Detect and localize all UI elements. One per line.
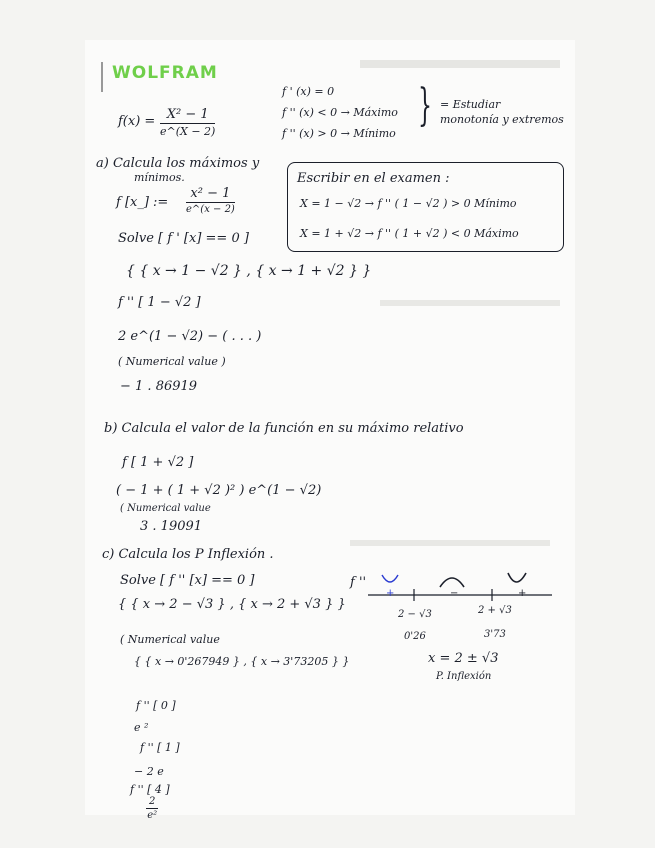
eval-at-0: f '' [ 0 ]: [136, 699, 176, 712]
exam-box-minimum: X = 1 − √2 → f '' ( 1 − √2 ) > 0 Mínimo: [300, 197, 517, 210]
concave-up-arc-left: [382, 575, 398, 582]
part-b-numerical-label: ( Numerical value: [120, 503, 211, 514]
value-at-0: e ²: [134, 721, 149, 734]
brace-note-1: = Estudiar: [440, 98, 501, 111]
function-numerator: X² − 1: [160, 107, 215, 124]
inflection-x: x = 2 ± √3: [428, 651, 499, 666]
definition-lhs: f [x_] :=: [116, 195, 169, 210]
tick-2-value: 3'73: [484, 629, 506, 640]
sign-left: +: [386, 588, 395, 599]
title-rule: [101, 62, 103, 92]
value-at-4-den: e²: [147, 810, 158, 821]
symbolic-result: 2 e^(1 − √2) − ( . . . ): [118, 329, 262, 344]
part-b-numeric: 3 . 19091: [140, 519, 203, 534]
eval-at-4: f '' [ 4 ]: [130, 783, 170, 796]
tick-2-label: 2 + √3: [478, 605, 512, 616]
curly-brace: }: [418, 80, 432, 131]
numerical-result: − 1 . 86919: [120, 379, 198, 394]
bleed-through-line: [360, 60, 560, 68]
value-at-4: [146, 796, 158, 821]
condition-3: f '' (x) > 0 → Mínimo: [282, 127, 396, 140]
definition-fraction: [186, 186, 235, 215]
exam-box-title: Escribir en el examen :: [297, 171, 450, 186]
part-c-numeric: { { x → 0'267949 } , { x → 3'73205 } }: [134, 655, 350, 668]
value-at-4-num: 2: [146, 796, 158, 809]
function-denominator: e^(X − 2): [160, 125, 216, 138]
solve-first-derivative: Solve [ f ' [x] == 0 ]: [118, 231, 249, 246]
part-a-heading: a) Calcula los máximos y: [96, 156, 260, 171]
part-c-roots: { { x → 2 − √3 } , { x → 2 + √3 } }: [118, 597, 346, 612]
critical-points: { { x → 1 − √2 } , { x → 1 + √2 } }: [126, 263, 372, 279]
condition-2: f '' (x) < 0 → Máximo: [282, 106, 398, 119]
page-title: WOLFRAM: [112, 63, 218, 83]
eval-at-1: f '' [ 1 ]: [140, 741, 180, 754]
value-at-1: − 2 e: [134, 765, 164, 778]
part-c-numerical-label: ( Numerical value: [120, 633, 220, 646]
part-b-eval: f [ 1 + √2 ]: [122, 455, 194, 470]
function-lhs: f(x) =: [118, 114, 156, 129]
tick-1-label: 2 − √3: [398, 609, 432, 620]
part-b-result: ( − 1 + ( 1 + √2 )² ) e^(1 − √2): [116, 483, 322, 498]
part-c-heading: c) Calcula los P Inflexión .: [102, 547, 274, 562]
numerical-value-label: ( Numerical value ): [118, 355, 226, 368]
sign-right: +: [518, 588, 527, 599]
tick-1-value: 0'26: [404, 631, 426, 642]
second-derivative-eval: f '' [ 1 − √2 ]: [118, 295, 201, 310]
definition-denominator: e^(x − 2): [186, 204, 235, 215]
function-fraction: [160, 107, 215, 138]
part-c-solve: Solve [ f '' [x] == 0 ]: [120, 573, 255, 588]
part-a-heading-cont: mínimos.: [134, 171, 185, 184]
definition-numerator: x² − 1: [186, 186, 235, 203]
brace-note-2: monotonía y extremos: [440, 113, 564, 126]
condition-1: f ' (x) = 0: [282, 85, 335, 98]
bleed-through-line: [350, 540, 550, 546]
inflection-label: P. Inflexión: [436, 671, 492, 682]
concave-up-arc-right: [508, 573, 526, 582]
concave-down-arc: [440, 578, 464, 587]
sign-middle: −: [450, 588, 459, 599]
exam-box-maximum: X = 1 + √2 → f '' ( 1 + √2 ) < 0 Máximo: [300, 227, 519, 240]
sign-chart-label: f '': [350, 575, 367, 590]
part-b-heading: b) Calcula el valor de la función en su máximo relativo: [104, 421, 464, 436]
bleed-through-line: [380, 300, 560, 306]
